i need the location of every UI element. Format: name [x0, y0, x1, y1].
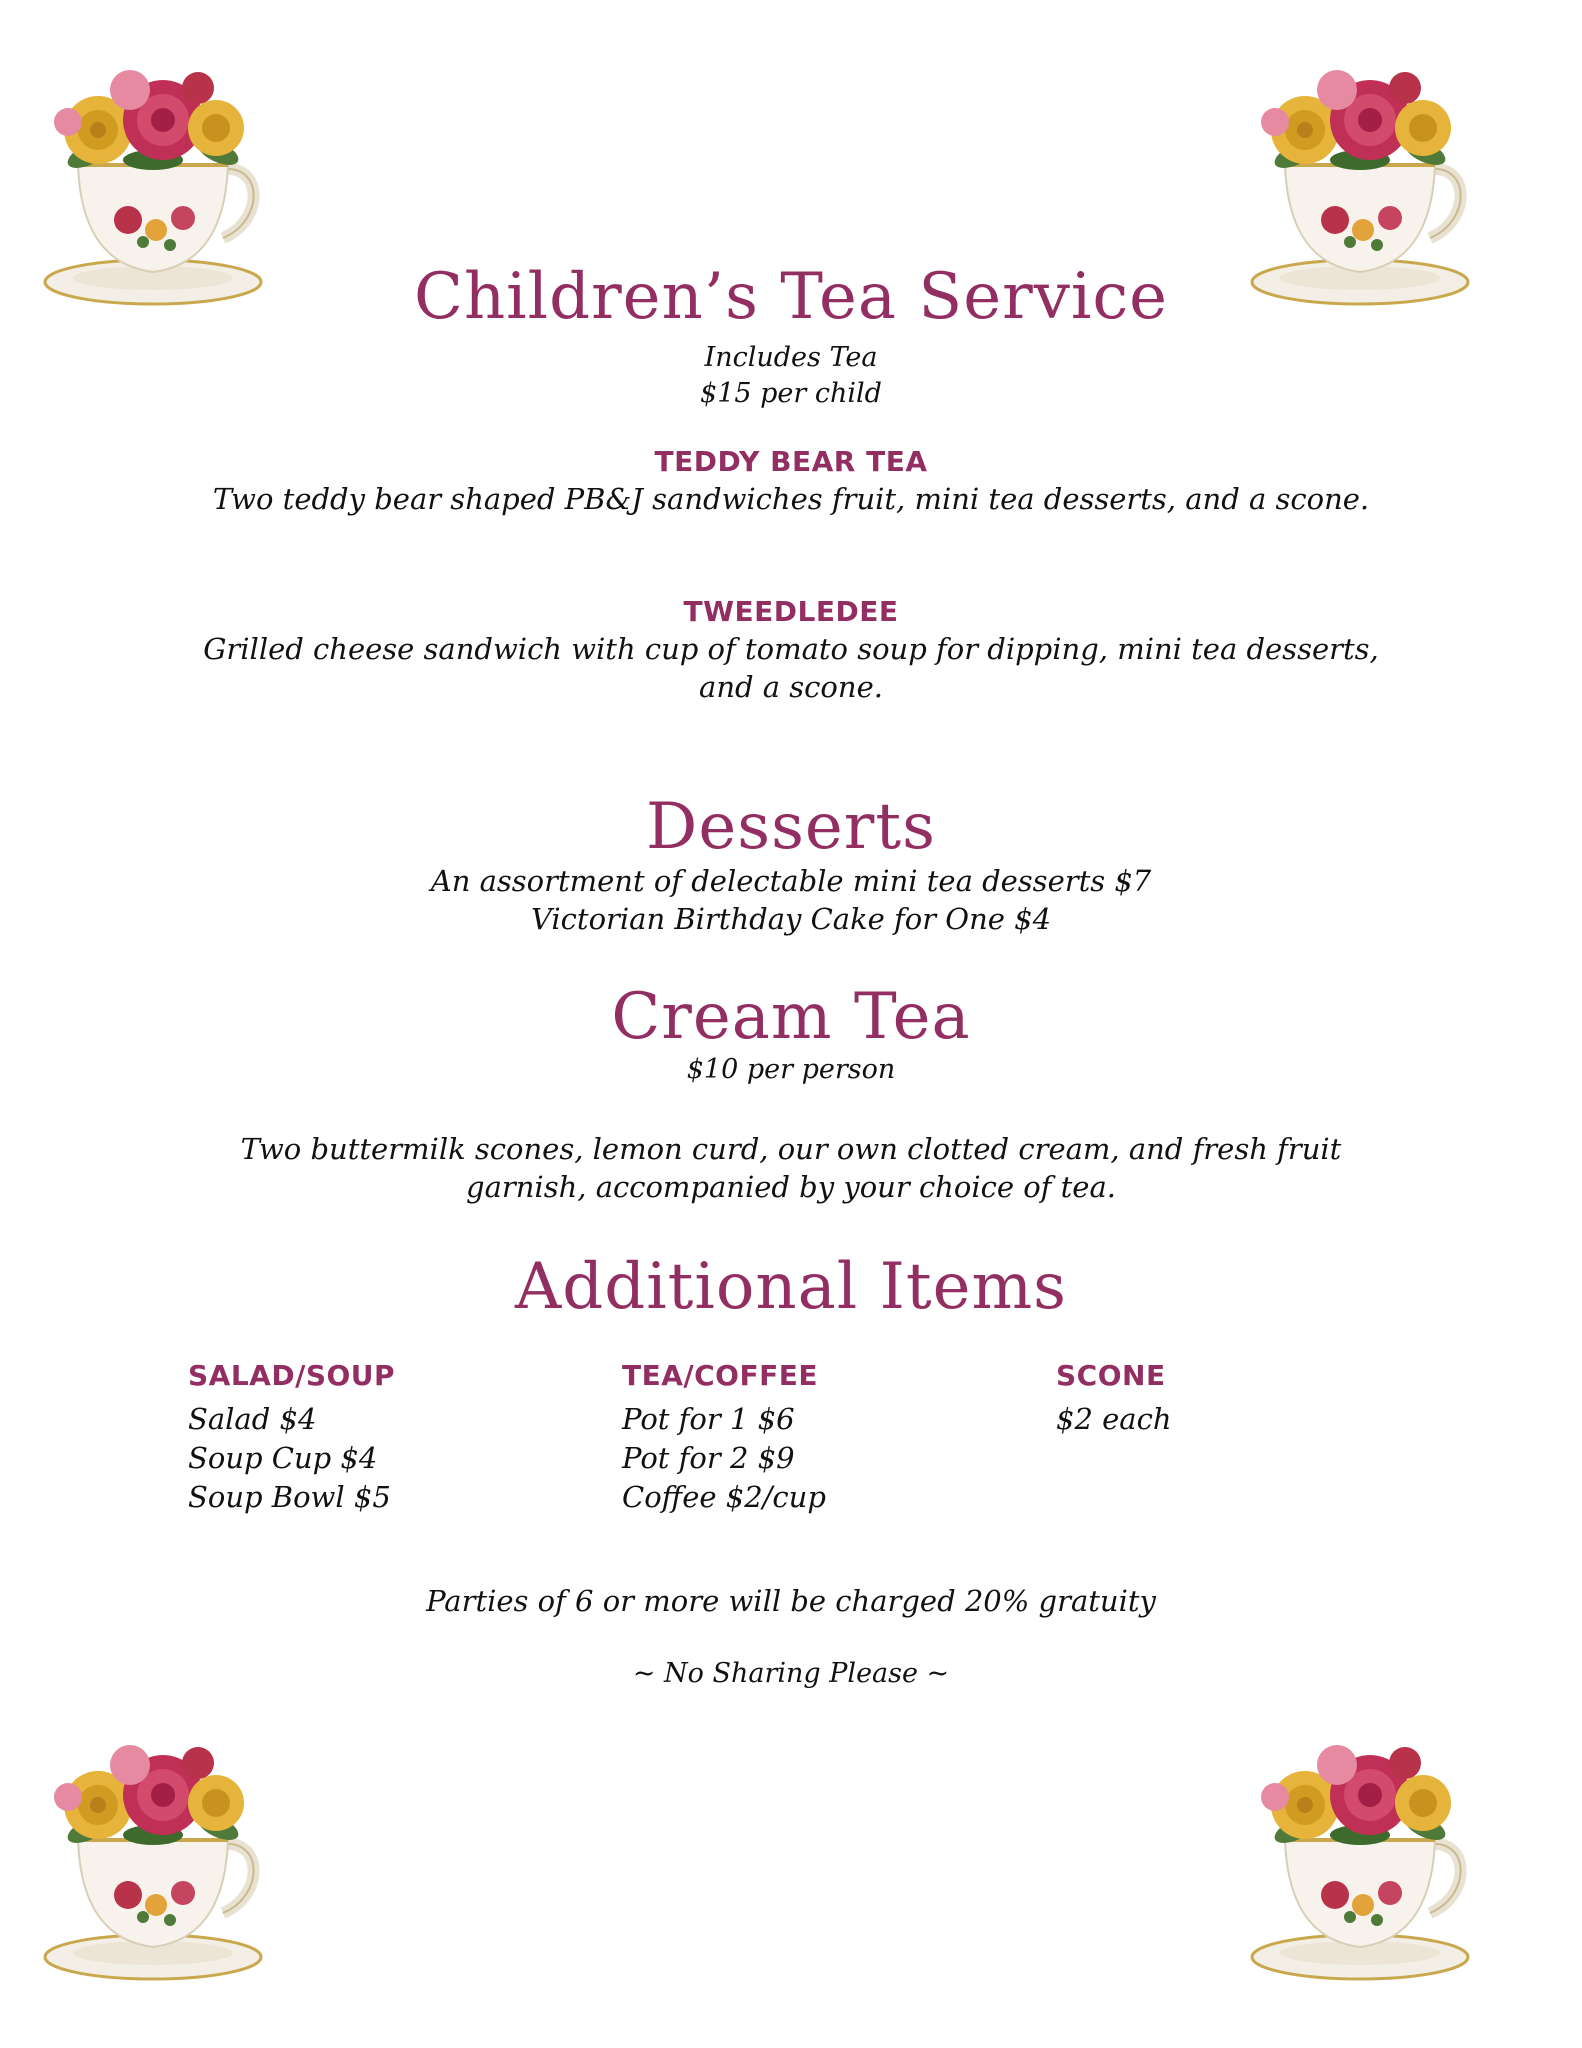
cream-tea-price: $10 per person [686, 1054, 896, 1085]
gratuity-note: Parties of 6 or more will be charged 20% gratuity [426, 1584, 1156, 1618]
cream-tea-title: Cream Tea [611, 980, 971, 1054]
list-item: Coffee $2/cup [622, 1480, 826, 1514]
column-heading: SCONE [1056, 1359, 1166, 1392]
desserts-line-1: An assortment of delectable mini tea desserts $7 [430, 864, 1152, 898]
list-item: $2 each [1056, 1402, 1172, 1436]
teacup-roses-icon [1245, 1735, 1475, 1985]
column-heading: SALAD/SOUP [188, 1359, 396, 1392]
menu-item-teddy-bear-tea-description: Two teddy bear shaped PB&J sandwiches fruit, mini tea desserts, and a scone. [212, 482, 1370, 516]
menu-item-tweedledee-name: TWEEDLEDEE [683, 595, 899, 628]
childrens-tea-price: $15 per child [700, 378, 882, 409]
list-item: Pot for 1 $6 [622, 1402, 795, 1436]
list-item: Soup Bowl $5 [188, 1480, 391, 1514]
teacup-roses-icon [38, 1735, 268, 1985]
cream-tea-line-1: Two buttermilk scones, lemon curd, our own clotted cream, and fresh fruit [240, 1132, 1342, 1166]
childrens-tea-includes: Includes Tea [704, 342, 878, 373]
menu-item-tweedledee-description: Grilled cheese sandwich with cup of tomato soup for dipping, mini tea desserts, [203, 632, 1379, 666]
additional-column-scone [1056, 1359, 1436, 1439]
cream-tea-line-2: garnish, accompanied by your choice of tea. [466, 1170, 1116, 1204]
desserts-title: Desserts [646, 790, 936, 864]
list-item: Pot for 2 $9 [622, 1441, 795, 1475]
additional-column-salad-soup [188, 1359, 568, 1517]
list-item: Salad $4 [188, 1402, 317, 1436]
list-item: Soup Cup $4 [188, 1441, 378, 1475]
additional-column-tea-coffee [622, 1359, 1002, 1517]
menu-item-tweedledee-description-cont: and a scone. [699, 670, 883, 704]
desserts-line-2: Victorian Birthday Cake for One $4 [530, 902, 1052, 936]
column-heading: TEA/COFFEE [622, 1359, 818, 1392]
childrens-tea-title: Children’s Tea Service [413, 260, 1169, 334]
no-sharing-note: ~ No Sharing Please ~ [632, 1658, 950, 1689]
menu-item-teddy-bear-tea-name: TEDDY BEAR TEA [654, 445, 928, 478]
additional-items-title: Additional Items [515, 1250, 1067, 1324]
